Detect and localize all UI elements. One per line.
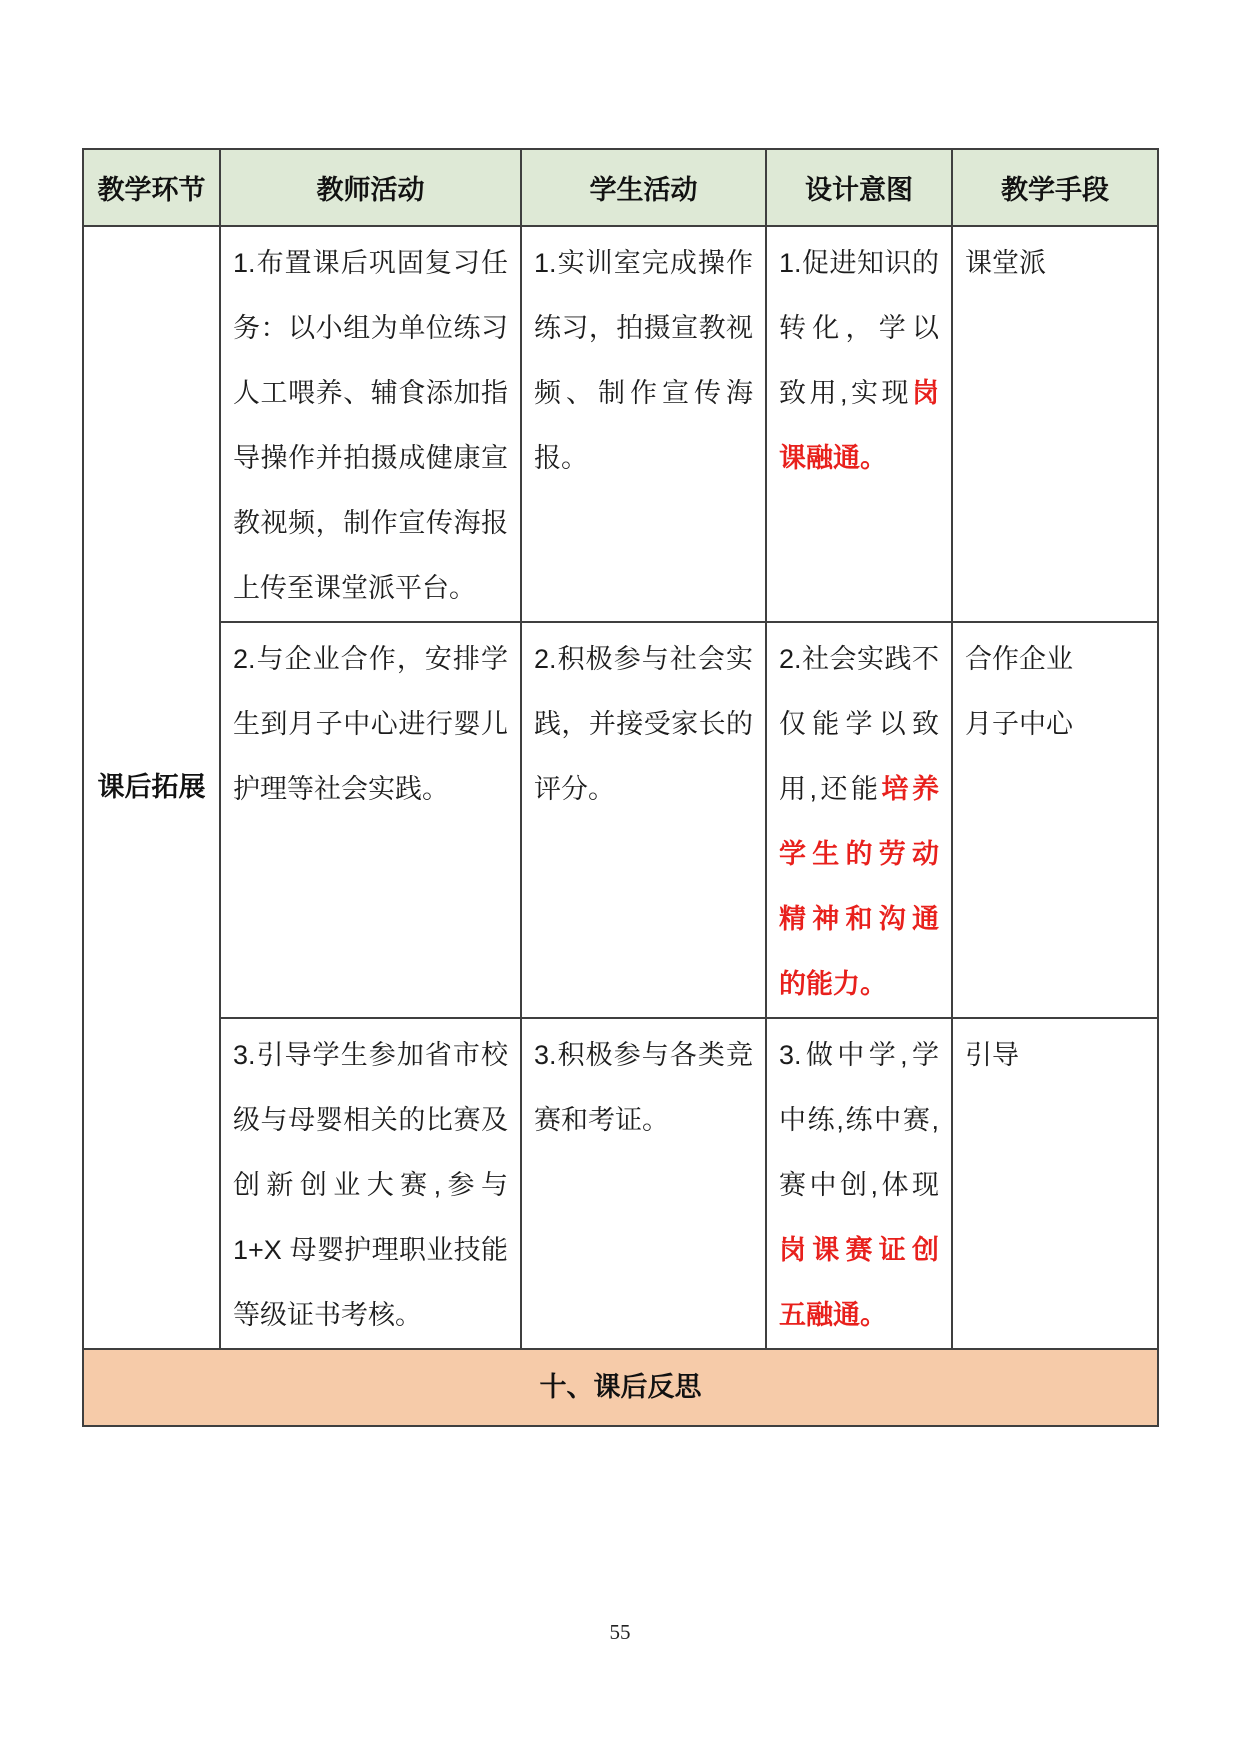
intent-text: 1.促进知识的转化，学以致用,实现 (779, 248, 939, 408)
table-row-2 (83, 622, 1158, 1018)
page-number: 55 (609, 1620, 631, 1644)
table-row-3 (83, 1018, 1158, 1349)
intent-text: 3.做中学,学中练,练中赛,赛中创,体现 (779, 1040, 939, 1200)
intent-text: 2.社会实践不仅能学以致用,还能 (779, 644, 939, 804)
header-student-activity: 学生活动 (521, 149, 766, 226)
header-teaching-stage: 教学环节 (83, 149, 220, 226)
teaching-method-cell-2 (952, 622, 1158, 1018)
footer-banner: 十、课后反思 (83, 1349, 1158, 1426)
footer-banner-row (83, 1349, 1158, 1426)
student-activity-cell-2: 2.积极参与社会实践，并接受家长的评分。 (521, 622, 766, 1018)
design-intent-cell-3 (766, 1018, 952, 1349)
method-line: 合作企业 (965, 644, 1073, 674)
intent-highlight-text: 岗课融通。 (779, 378, 939, 473)
student-activity-cell-1: 1.实训室完成操作练习，拍摄宣教视频、制作宣传海报。 (521, 226, 766, 622)
teacher-activity-cell-2: 2.与企业合作，安排学生到月子中心进行婴儿护理等社会实践。 (220, 622, 521, 1018)
intent-highlight-text: 岗课赛证创五融通。 (779, 1235, 939, 1330)
teacher-activity-cell-1: 1.布置课后巩固复习任务：以小组为单位练习人工喂养、辅食添加指导操作并拍摄成健康宣教视频，制作宣传海报上传至课堂派平台。 (220, 226, 521, 622)
teaching-plan-table (82, 148, 1159, 1427)
stage-cell (83, 226, 220, 1349)
method-line: 引导 (965, 1040, 1019, 1070)
header-design-intent: 设计意图 (766, 149, 952, 226)
student-activity-cell-3: 3.积极参与各类竞赛和考证。 (521, 1018, 766, 1349)
teacher-activity-cell-3: 3.引导学生参加省市校级与母婴相关的比赛及创新创业大赛,参与 1+X 母婴护理职业技能等级证书考核。 (220, 1018, 521, 1349)
table-row-1 (83, 226, 1158, 622)
stage-label: 课后拓展 (97, 772, 206, 802)
teaching-method-cell-3 (952, 1018, 1158, 1349)
header-teaching-method: 教学手段 (952, 149, 1158, 226)
design-intent-cell-2 (766, 622, 952, 1018)
table-header-row (83, 149, 1158, 226)
teaching-method-cell-1 (952, 226, 1158, 622)
intent-highlight-text: 培养学生的劳动精神和沟通的能力。 (779, 774, 939, 999)
method-line: 课堂派 (965, 248, 1046, 278)
method-line: 月子中心 (965, 709, 1073, 739)
header-teacher-activity: 教师活动 (220, 149, 521, 226)
design-intent-cell-1 (766, 226, 952, 622)
